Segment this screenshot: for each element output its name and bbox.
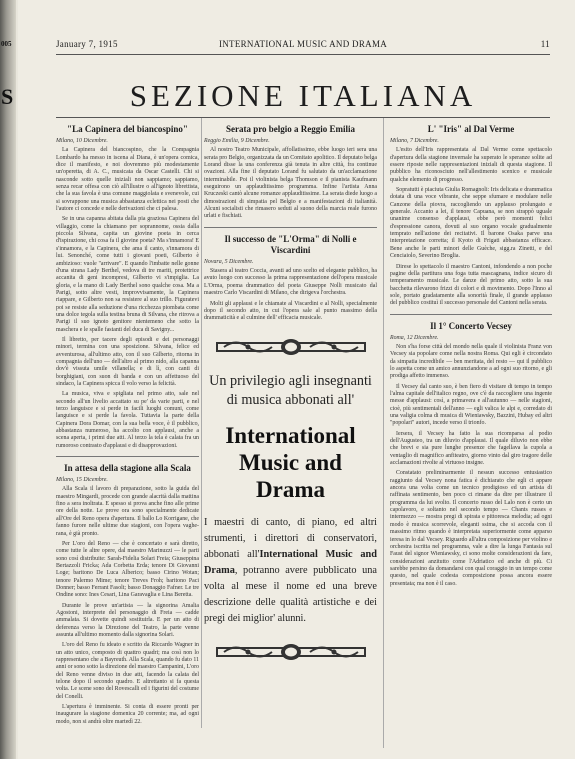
paragraph: Il Vecsey dal canto suo, è ben fiero di visitare di tempo in tempo l'alma capitale dell'italico regno, ove c'è da raccogliere una ingente messe d'applausi: così, a primavera e all'autunno — nelle stagioni, cioè, più sentimentali dell'anno — egli valica le alpi e, corredato di una valigia colma di musica di Wieniawsky, Bazzini, Hubay ed altri "popolari" autori, incede verso il trionfo. (390, 383, 552, 427)
paragraph: L'esito dell'Iris rappresentata al Dal Verme come spettacolo d'apertura della stagione invernale ha superato le speranze solite ad essere riposte nelle rappresentazioni iniziali di questa stagione. Il pubblico ha riconosciuto nell'allestimento scenico e musicale qualche elemento di progresso. (390, 147, 552, 183)
dateline: Milano, 15 Dicembre. (56, 477, 108, 484)
dateline: Reggio Emilia, 9 Dicembre. (204, 138, 270, 144)
article-separator (204, 227, 377, 228)
paragraph: Sopratutti è piaciuta Giulia Romagnoli: Iris delicata e drammatica dotata di una voce vibrante, che seppe sfumare e modulare nelle Canzone della piovra, raccogliendo un applauso prolungato e generale. Accanto a lei, il tenore Capuana, se non strappò uguale unanime consenso d'applausi, ebbe però momenti felici d'espressione canora, dovuti al suo organo vocale gradualmente temprato nell'azione dei recitativi. Il barone Osaka parve una interpretazione corretta; il Kyoto di Frigati abbastanza efficace. Bene anche le parti minori delle Guèche, sigg.ra Zinetti, e del Cenciaiolo, Severino Broglia. (390, 187, 552, 260)
header-date: January 7, 1915 (56, 39, 118, 49)
column-divider-1 (201, 118, 202, 728)
dateline: Novara, 5 Dicembre. (204, 258, 254, 265)
dateline: Milano, 7 Dicembre. (390, 138, 439, 144)
page-number: 11 (540, 39, 550, 49)
section-rule (56, 117, 550, 118)
column-1 (56, 120, 199, 729)
dateline: Milano, 10 Dicembre. (56, 138, 108, 144)
dateline: Roma, 12 Dicembre. (390, 334, 439, 341)
ad-body-bold: International Music and Drama (204, 548, 377, 576)
paragraph: Alla Scala il lavoro di preparazione, sotto la guida del maestro Mingardi, procede con grande alacrità dalla mattina fino a sera inoltrata. E spesso si prova anche fino alle prime ore della notte. Le prove ora sono specialmente dedicate all'Ore del Reno opera d'apertura. Il ballo Lo Korrigane, che fanno furore nelle ultime due stagioni, con l'opera vagherana, è già pronto. (56, 486, 199, 537)
paragraph: Se in una capanna abitata dalla pia graziosa Capinera del villaggio, come la chiamano per soprannome, ossia dalla piccola Silvana, capita un giovine poeta in cerca d'ispirazione, chi cosa fa il giovine poeta? Ma s'innamora! E s'innamora, e la Capinera, che ama il canto, s'innamora di lui. Senonché, come tutti i giovani poeti, Gilberto è ambizioso: vuole "arrivare". E quando l'imbatte nelle gonne d'una strana Lady Berthel, vedova di tre mariti, protettrice accanita di geni incompresi, Gilberto vi s'impiglia. La gloria, e la mano di Lady Berthel sono qualche cosa. Ma a Parigi, sotto altre vesti, improvvisamente, la Capinera riappare, e Gilberto non sa resistere al suo trillo. Figuratevi poi se resiste alla seduzione d'una ricchezza piombata come una dolce tegola sulla testina bruna di Silvana, che ritrova a Parigi il suo ignoto genitore nientemeno che sotto la maschera e le spalle fastanti del duca di Savigny... (56, 216, 199, 333)
paragraph: L'oro del Reno fu ideato e scritto da Riccardo Wagner in un atto unico, composto di quattro quadri; ma così non lo rappresentano che a Bayreuth. Alla Scala, quando fu dato 11 anni or sono sotto la direzione del maestro Campanini, L'oro del Reno venne diviso in due atti, facendo la calata del telone dopo il secondo quadro. E altrettanto si fa questa volta. Le scene sono del Rovescalli ed i figurini del costume del Conelli. (56, 642, 199, 700)
article-separator (390, 314, 552, 315)
paragraph: Stasera al teatro Coccia, avanti ad uno scelto ed elegante pubblico, ha avuto luogo con successo la prima rappresentazione dell'opera musicale L'Orma, poema drammatico del poeta Giuseppe Nolli musicato dal maestro Carlo Viscardini di Milano, che dirigeva l'orchestra. (204, 268, 377, 297)
paragraph: Al nostro Teatro Municipale, affollatissimo, ebbe luogo ieri sera una serata pro Belgio, organizzata da un Comitato apolitico. Il deputato belga Lorand disse la una conferenza già tenuta in altre città, fra continue ovazioni. Alla fine il deputato Lorand fu salutato da un'acclamazione interminabile. Poi il violinista belga Thomson e il pianista Kaufmann eseguirono un applauditissimo programma. Infine l'artista Anna Kruczeski cantò alcune romanze applauditissime. La serata diede luogo a dimostrazioni di simpatia pel Belgio e a manifestazioni di italianità. Alcuni socialisti che rimasero seduti al suono della marcia reale furono urlati e fischiati. (204, 147, 377, 220)
paragraph: Molti gli applausi e le chiamate al Viscardini e al Nolli, specialmente dopo il secondo atto, in cui l'opera sale al punto massimo della drammaticità e al culmine dell' efficacia musicale. (204, 300, 377, 322)
header-title: INTERNATIONAL MUSIC AND DRAMA (218, 39, 388, 49)
article-title: In attesa della stagione alla Scala (64, 463, 191, 474)
decorative-ornament-top (216, 336, 366, 358)
page (18, 0, 575, 759)
article-title: Il successo de "L'Orma" di Nolli e Viscardini (224, 233, 357, 255)
header-rule (56, 54, 550, 55)
paragraph: Direse lo spettacolo il maestro Cantoni, infondendo a non poche pagine della partitura una foga tutta mascagnana, indice sicuro di temperamento musicale. Le danze del primo atto, sotto la sua bacchetta rilevarono frizzi di colori e di movimento. Dopo l'Inno al sole, portato gradatamente alla sonorità finale, il grande applauso del pubblico costituì il successo personale del Cantoni nella serata. (390, 263, 552, 307)
paragraph: Per L'oro del Reno — che è concertato e sarà diretto, come tutte le altre opere, dal maestro Marinuzzi — le parti sono così distribuite: Sarah-Fidelia Solari Freia; Giuseppina Bertazzoli Fricka; Ada Corbetta Erda; tenore Di Giovanni Loge; baritono De Luca Alberico; basso Cirino Wotan; tenore Palermo Mime; tenore Treves Froh; baritono Paci Donner; basso Ferrant Fasolt; basso Donaggio Fafner. Le tre Ondine sono: Ines Cesari, Lina Garavaglia e Lina Beretta. (56, 540, 199, 599)
section-title: SEZIONE ITALIANA (129, 78, 477, 113)
column-2 (204, 120, 377, 663)
ad-body-text: , potranno avere pubblicato una volta al mese il nome ed una breve descrizione delle qualità artistiche e dei pregi dei miglior' alunni. (204, 564, 377, 624)
book-binding (0, 0, 16, 759)
paragraph: Il libretto, per tacere degli episodi e dei personaggi minori, termina con una sposizione. Silvana, felice ed avventurosa, all'ultimo atto, con il suo Gilberto, ritorna in compagnia dell'uno — dell'altro al primo nido, alla capanna dov'è vissuta umile villanella; e di lì, con canti di borghigiani, con suon di banda e con un affettuoso del sindaco, la Capinera spicca il volo verso la felicità. (56, 336, 199, 387)
paragraph: La Capinera del biancospino, che la Compagnia Lombardo ha messo in iscena al Diana, è un'opera comica, dice il manifesto, e noi dovremmo più modestamente un'operetta, di A. C., musicata da Oscar Castelli. Chi si nasconde sotto quelle iniziali non sappiamo; sappiamo, senza recar offesa con ciò all'illustre o all'ignoto librettista, che la sua favola è una comune maggiolata e svenevole, cui si sovrappone una musica abbastanza eclettica nei posti che l'autore ci concede e nelle derivazioni che ci palesa. (56, 147, 199, 213)
paragraph: Constatato preliminarmente il nessun successo entusiastico raggiunto dal Vecsey nona fatica è dichiarato che egli ci appare ancora una volta come un tecnico prodigioso ed un artista di raffinata sentimento, ben poco ci rimane da dire per illustrare il programma da lui svolto. Il concerto russo del Lalo non è certo un capolavoro, e soltanto nel secondo tempo — Chants russes e intermezzo — mostra pregi di spirata e pittoresca melodia; ad ogni modo è musica scorrevole, eleganti ssima, che si accoda con il massimo ritmo quando è interpretata superiormente come apparso ieresa in lo dal Vecsey. Riguardo all'altra composizione per violino e orchestra iscritta nel programma, vale a dire la lunga Fantasia sul Faust del signor Wieniawsky, ci sono molte considerazioni da fare, considerazioni anzitutto come l'Adriatico ed anche di più. Ci sarebbe persino da domandarsi con qual coraggio in un tempo come questo, nel quale codesta composizione possa ancora essere presentata; ma non è il caso. (390, 470, 552, 587)
paragraph: Iersera, il Vecsey ha fatto la sua ricomparsa al podio dell'Augusteo, tra un diluvio d'applausi. Il quale diluvio non ebbe che brevi e sia pure lunghe presenze che fagellava la cupola a ventaglio di magnifico anfiteatro, giorno vinto dal giro tragore delle acclamazioni rivolte al virtuoso insigne. (390, 430, 552, 467)
ad-title-line-2: Music and Drama (239, 449, 342, 502)
paragraph: La musica, viva e spigliata nel primo atto, sale nel secondo all'un livelio accattato su pe' da varie parti, e nel terzo languisce e si perde in facili luoghi comuni, come languisce e si perde la favola. Tuttavia la parte della Capinera Dora Domar, con la sua bella voce, è il pubblico, abbastanza numeroso, ha accolto con applausi, anche a scena aperta, i primi due atti. Al terzo la tela è calata fra un rumoroso contrasto d'applausi e di disapprovazioni. (56, 391, 199, 449)
ad-body (204, 515, 377, 627)
column-divider-2 (383, 118, 384, 748)
article-title: Serata pro belgio a Reggio Emilia (225, 124, 356, 134)
ad-title (204, 422, 377, 503)
decorative-ornament-bottom (216, 641, 366, 663)
article-title: "La Capinera del biancospino" (67, 124, 188, 134)
article-title: L' "Iris" al Dal Verme (427, 124, 515, 134)
column-3 (390, 120, 552, 591)
ad-intro: Un privilegio agli insegnanti di musica abbonati all' (209, 372, 372, 408)
binding-letter: S (1, 84, 14, 109)
binding-page-fragment: 005 (1, 40, 12, 48)
ad-title-line-1: International (225, 422, 356, 448)
paragraph: Durante le prove un'artista — la signorina Amalia Agostoni, interprete del personaggio di Freia — cadde ammalata. Si dovette quindi sostituirla. E per un atto di deferenza verso la Direzione del Teatro, la parte venne assunta all'ultimo momento dalla signorina Solari. (56, 602, 199, 638)
paragraph: Non s'ha forse città del mondo nella quale il violinista Franz von Vecsey sia popolare come nella nostra Roma. Qui egli è circondato da simpatia incredibile — ben meritata, del resto — qui il pubblico lo aspetta come un amico annunziandone a ad ogni suo ritorno, e gli prodiga affetto immenso. (390, 343, 552, 380)
article-title: Il 1° Concerto Vecsey (430, 320, 512, 331)
running-header (56, 39, 550, 51)
article-separator (56, 456, 199, 457)
ad-body-text: I maestri di canto, di piano, ed altri strumenti, i direttori di conservatori, abbonati all' (204, 516, 377, 560)
paragraph: L'apertura è imminente. Si conta di essere pronti per inaugurare la stagione domenica 20 corrente; ma, ad ogni modo, non si andrà oltre martedì 22. (56, 704, 199, 725)
